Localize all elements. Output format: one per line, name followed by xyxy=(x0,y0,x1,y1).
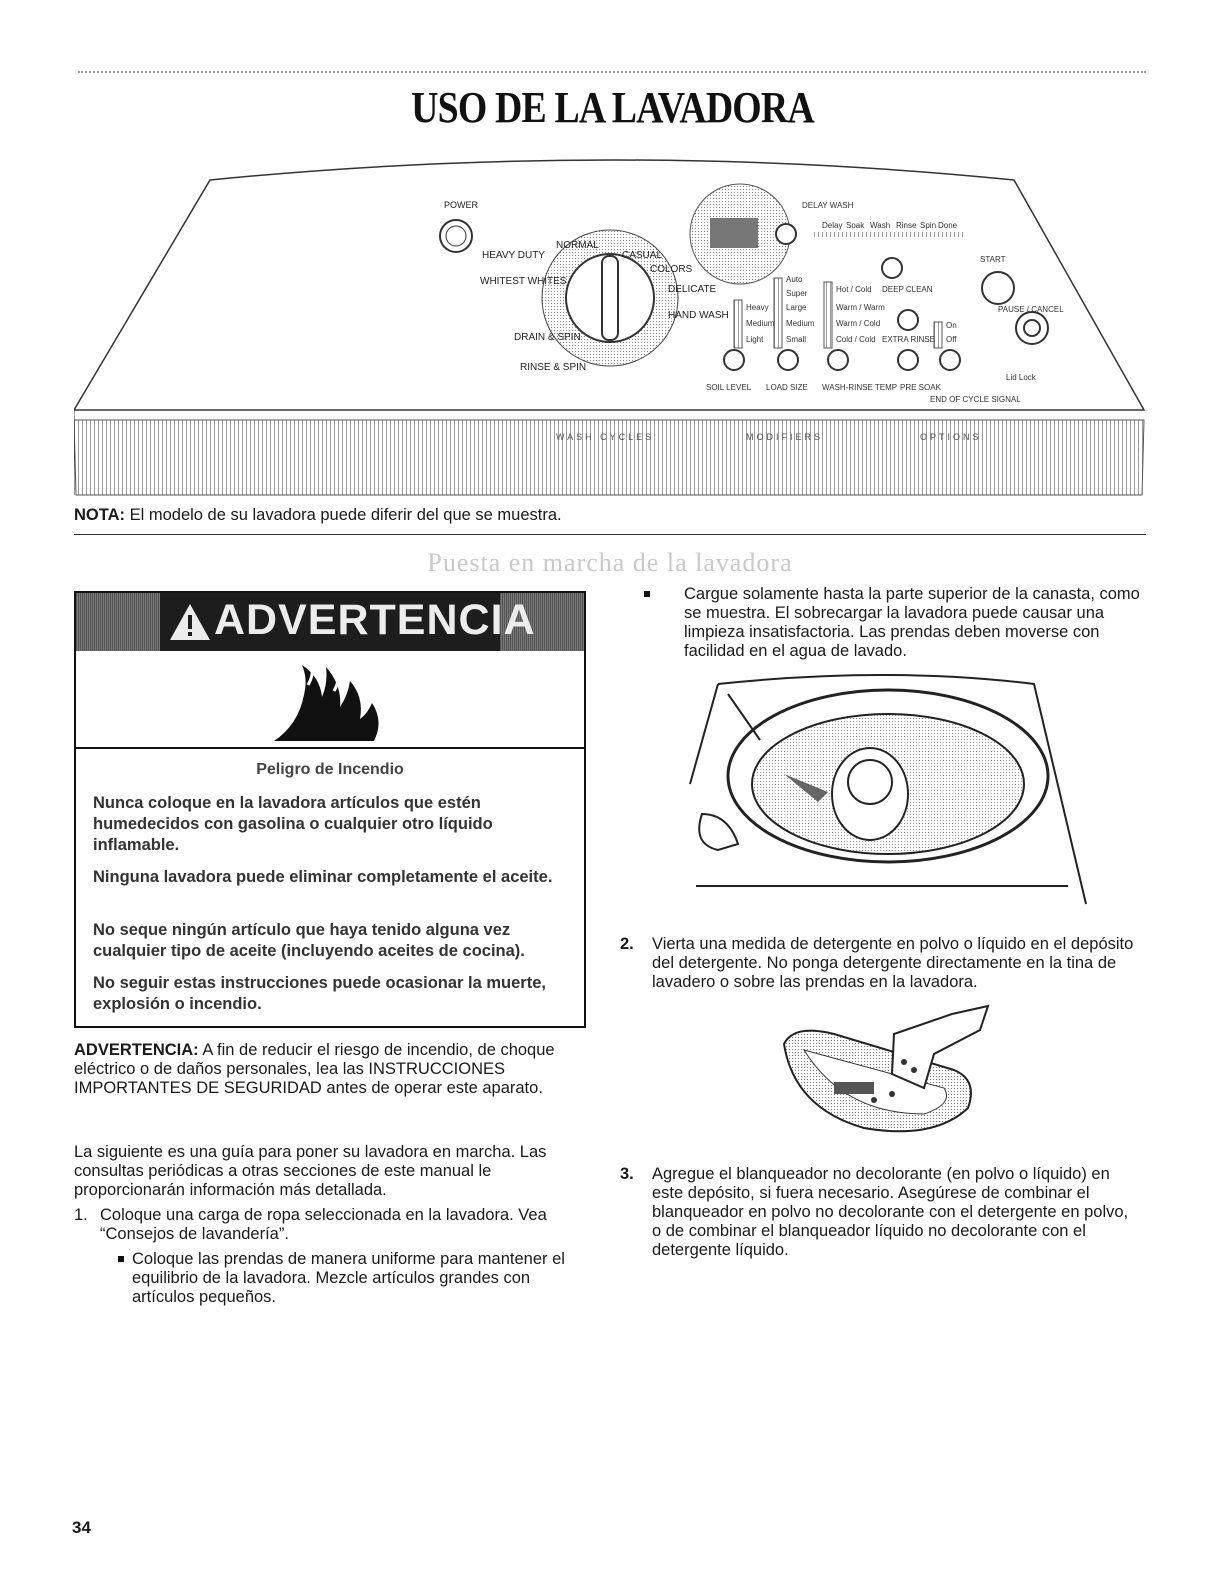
warning-header: ADVERTENCIA xyxy=(214,596,536,644)
bottom-label: LOAD SIZE xyxy=(766,383,808,392)
intro-paragraph: La siguiente es una guía para poner su lavadora en marcha. Las consultas periódicas a otras secciones de este manual le proporcionarán información más detallada. xyxy=(74,1143,547,1199)
status-label: Rinse xyxy=(896,221,917,230)
temp-option: Cold / Cold xyxy=(836,335,876,344)
bottom-label: WASH-RINSE TEMP xyxy=(822,383,898,392)
delay-wash-label: DELAY WASH xyxy=(802,201,854,210)
warning-separator xyxy=(76,747,584,749)
step-3 xyxy=(620,1165,1138,1260)
power-label: POWER xyxy=(444,200,479,210)
bullet-text: Coloque las prendas de manera uniforme para mantener el equilibrio de la lavadora. Mezcle artículos grandes con artículos pequeños. xyxy=(132,1250,565,1306)
cycle-label: DELICATE xyxy=(668,284,717,295)
bullet-text: Cargue solamente hasta la parte superior de la canasta, como se muestra. El sobrecargar la lavadora puede causar una limpieza insatisfactoria. Las prendas deben moverse con facilidad en el agua de lavado. xyxy=(684,585,1140,660)
cycle-label: CASUAL xyxy=(622,250,663,261)
temp-option: Warm / Warm xyxy=(836,303,885,312)
band-label: MODIFIERS xyxy=(746,432,824,442)
extra-rinse-label: EXTRA RINSE xyxy=(882,335,935,344)
lid-lock-label: Lid Lock xyxy=(1006,373,1036,382)
bullet-marker xyxy=(644,591,650,597)
soil-level-option: Light xyxy=(746,335,764,344)
warning-triangle-icon xyxy=(168,602,212,642)
status-label: Spin xyxy=(920,221,937,230)
note-text: El modelo de su lavadora puede diferir del que se muestra. xyxy=(125,506,562,524)
advertencia-paragraph xyxy=(74,1041,594,1098)
advertencia-text: A fin de reducir el riesgo de incendio, de choque eléctrico o de daños personales, lea las INSTRUCCIONES IMPORTANTES DE SEGURIDAD antes de operar este aparato. xyxy=(74,1041,555,1097)
warning-paragraph: No seque ningún artículo que haya tenido alguna vez cualquier tipo de aceite (incluyendo aceites de cocina). xyxy=(93,921,525,960)
temp-option: Warm / Cold xyxy=(836,319,881,328)
step-2 xyxy=(620,935,1138,992)
status-label: Wash xyxy=(870,221,891,230)
warning-paragraph: Ninguna lavadora puede eliminar completamente el aceite. xyxy=(93,868,553,886)
status-label: Done xyxy=(938,221,958,230)
washer-basket-illustration xyxy=(688,664,1092,916)
band-label: OPTIONS xyxy=(920,432,982,442)
band-label: WASH CYCLES xyxy=(556,432,655,442)
step-number: 1. xyxy=(74,1206,88,1224)
page-number: 34 xyxy=(72,1518,91,1537)
deep-clean-label: DEEP CLEAN xyxy=(882,285,933,294)
step-text: Vierta una medida de detergente en polvo o líquido en el depósito del detergente. No ponga detergente directamente en la tina de lavadero o sobre las prendas en la lavadora. xyxy=(652,935,1134,991)
load-size-option: Super xyxy=(786,289,808,298)
cycle-label: WHITEST WHITES xyxy=(480,276,567,287)
cycle-label: NORMAL xyxy=(556,240,599,251)
load-size-option: Large xyxy=(786,303,807,312)
soil-level-option: Heavy xyxy=(746,303,769,312)
step-number: 3. xyxy=(620,1165,634,1183)
status-label: Soak xyxy=(846,221,865,230)
top-dotted-rule xyxy=(78,71,1146,73)
bullet-marker xyxy=(118,1256,124,1262)
soil-level-option: Medium xyxy=(746,319,775,328)
load-size-option: Auto xyxy=(786,275,803,284)
section-rule xyxy=(74,534,1146,535)
load-size-option: Small xyxy=(786,335,807,344)
warning-paragraph: Nunca coloque en la lavadora artículos que estén humedecidos con gasolina o cualquier otro líquido inflamable. xyxy=(93,794,493,854)
cycle-label: COLORS xyxy=(650,264,693,275)
control-panel-illustration xyxy=(74,150,1154,500)
section-subheading: Puesta en marcha de la lavadora xyxy=(427,548,793,577)
warning-paragraph: No seguir estas instrucciones puede ocasionar la muerte, explosión o incendio. xyxy=(93,974,546,1013)
off-label: Off xyxy=(946,335,957,344)
detergent-dispenser-illustration xyxy=(774,1004,998,1144)
temp-option: Hot / Cold xyxy=(836,285,872,294)
fire-hazard-icon xyxy=(268,655,392,745)
advertencia-label: ADVERTENCIA: xyxy=(74,1041,199,1059)
step-text: Coloque una carga de ropa seleccionada en la lavadora. Vea “Consejos de lavandería”. xyxy=(100,1206,547,1243)
pause-cancel-label: PAUSE / CANCEL xyxy=(998,305,1064,314)
bottom-label: SOIL LEVEL xyxy=(706,383,752,392)
on-label: On xyxy=(946,321,957,330)
load-size-option: Medium xyxy=(786,319,815,328)
cycle-label: HAND WASH xyxy=(668,310,729,321)
bullet-item xyxy=(630,585,1140,661)
cycle-label: HEAVY DUTY xyxy=(482,250,545,261)
bottom-label: PRE SOAK xyxy=(900,383,941,392)
cycle-label: DRAIN & SPIN xyxy=(514,332,581,343)
step-text: Agregue el blanqueador no decolorante (en polvo o líquido) en este depósito, si fuera necesario. Asegúrese de combinar el blanqueador en polvo no decolorante con el detergente en polvo, o de combinar el blanqueador líquido no decolorante con el detergente líquido. xyxy=(652,1165,1129,1259)
cycle-label: RINSE & SPIN xyxy=(520,362,587,373)
bottom-label: END OF CYCLE SIGNAL xyxy=(930,395,1021,404)
hazard-title: Peligro de Incendio xyxy=(256,761,404,778)
note xyxy=(74,506,562,525)
page-title: USO DE LA LAVADORA xyxy=(411,83,814,132)
bullet-item xyxy=(74,1250,594,1307)
step-number: 2. xyxy=(620,935,634,953)
note-label: NOTA: xyxy=(74,506,126,524)
step-1 xyxy=(74,1206,594,1244)
status-label: Delay xyxy=(822,221,843,230)
start-label: START xyxy=(980,255,1006,264)
